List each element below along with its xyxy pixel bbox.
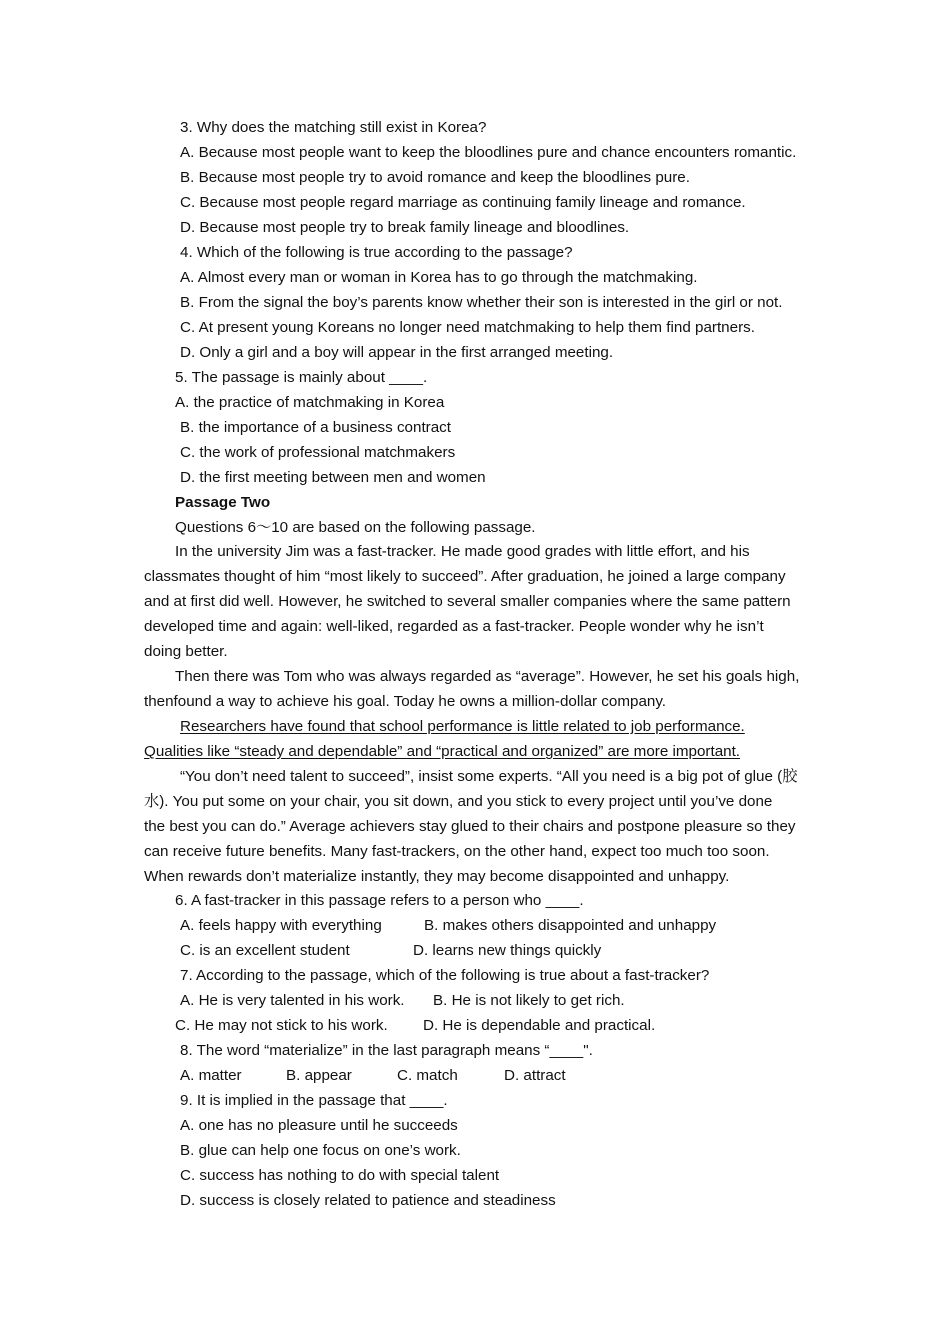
question-stem: 5. The passage is mainly about ____. [175, 369, 428, 386]
option-b: B. He is not likely to get rich. [433, 992, 625, 1009]
option-a: A. He is very talented in his work. [180, 992, 405, 1009]
option-b: B. Because most people try to avoid romance and keep the bloodlines pure. [180, 169, 690, 186]
option-c: C. match [397, 1067, 458, 1084]
option-d: D. attract [504, 1067, 566, 1084]
question-stem: 4. Which of the following is true according to the passage? [180, 244, 573, 261]
paragraph-line: and at first did well. However, he switched to several smaller companies where the same pattern [144, 593, 791, 610]
paragraph-line: classmates thought of him “most likely to succeed”. After graduation, he joined a large company [144, 568, 786, 585]
option-d: D. He is dependable and practical. [423, 1017, 656, 1034]
question-stem: 9. It is implied in the passage that ____. [180, 1092, 448, 1109]
option-b: B. From the signal the boy’s parents know whether their son is interested in the girl or not. [180, 294, 783, 311]
question-stem: 7. According to the passage, which of the following is true about a fast-tracker? [180, 967, 710, 984]
option-b: B. appear [286, 1067, 352, 1084]
option-b: B. makes others disappointed and unhappy [424, 917, 717, 934]
option-c: C. At present young Koreans no longer need matchmaking to help them find partners. [180, 319, 755, 336]
passage-intro: Questions 6～10 are based on the following passage. [175, 519, 536, 536]
option-c: C. He may not stick to his work. [175, 1017, 388, 1034]
paragraph-line: “You don’t need talent to succeed”, insist some experts. “All you need is a big pot of glue (胶 [180, 768, 798, 785]
option-d: D. the first meeting between men and women [180, 469, 486, 486]
option-a: A. Almost every man or woman in Korea has to go through the matchmaking. [180, 269, 698, 286]
paragraph-line: thenfound a way to achieve his goal. Today he owns a million-dollar company. [144, 693, 667, 710]
underlined-line: Qualities like “steady and dependable” and “practical and organized” are more important. [144, 743, 741, 760]
option-c: C. success has nothing to do with special talent [180, 1167, 500, 1184]
underlined-line: Researchers have found that school performance is little related to job performance. [180, 718, 745, 735]
option-a: A. the practice of matchmaking in Korea [175, 394, 445, 411]
paragraph-line: Then there was Tom who was always regarded as “average”. However, he set his goals high, [175, 668, 800, 685]
option-d: D. success is closely related to patience and steadiness [180, 1192, 556, 1209]
option-a: A. matter [180, 1067, 242, 1084]
paragraph-line: developed time and again: well-liked, regarded as a fast-tracker. People wonder why he isn’t [144, 618, 764, 635]
option-d: D. Only a girl and a boy will appear in the first arranged meeting. [180, 344, 614, 361]
paragraph-line: doing better. [144, 643, 228, 660]
option-d: D. learns new things quickly [413, 942, 602, 959]
paragraph-line: In the university Jim was a fast-tracker. He made good grades with little effort, and his [175, 543, 750, 560]
paragraph-line: can receive future benefits. Many fast-trackers, on the other hand, expect too much too soon. [144, 843, 770, 860]
option-b: B. the importance of a business contract [180, 419, 451, 436]
option-c: C. Because most people regard marriage as continuing family lineage and romance. [180, 194, 746, 211]
option-b: B. glue can help one focus on one’s work. [180, 1142, 461, 1159]
option-a: A. one has no pleasure until he succeeds [180, 1117, 458, 1134]
paragraph-line: 水). You put some on your chair, you sit down, and you stick to every project until you’ve done [144, 793, 773, 810]
question-stem: 8. The word “materialize” in the last paragraph means “____". [180, 1042, 593, 1059]
option-c: C. is an excellent student [180, 942, 350, 959]
option-a: A. Because most people want to keep the bloodlines pure and chance encounters romantic. [180, 144, 797, 161]
paragraph-line: the best you can do.” Average achievers stay glued to their chairs and postpone pleasure so they [144, 818, 796, 835]
question-stem: 6. A fast-tracker in this passage refers to a person who ____. [175, 892, 584, 909]
option-c: C. the work of professional matchmakers [180, 444, 456, 461]
paragraph-line: When rewards don’t materialize instantly, they may become disappointed and unhappy. [144, 868, 730, 885]
passage-heading: Passage Two [175, 494, 271, 511]
option-a: A. feels happy with everything [180, 917, 382, 934]
question-stem: 3. Why does the matching still exist in Korea? [180, 119, 487, 136]
option-d: D. Because most people try to break family lineage and bloodlines. [180, 219, 630, 236]
